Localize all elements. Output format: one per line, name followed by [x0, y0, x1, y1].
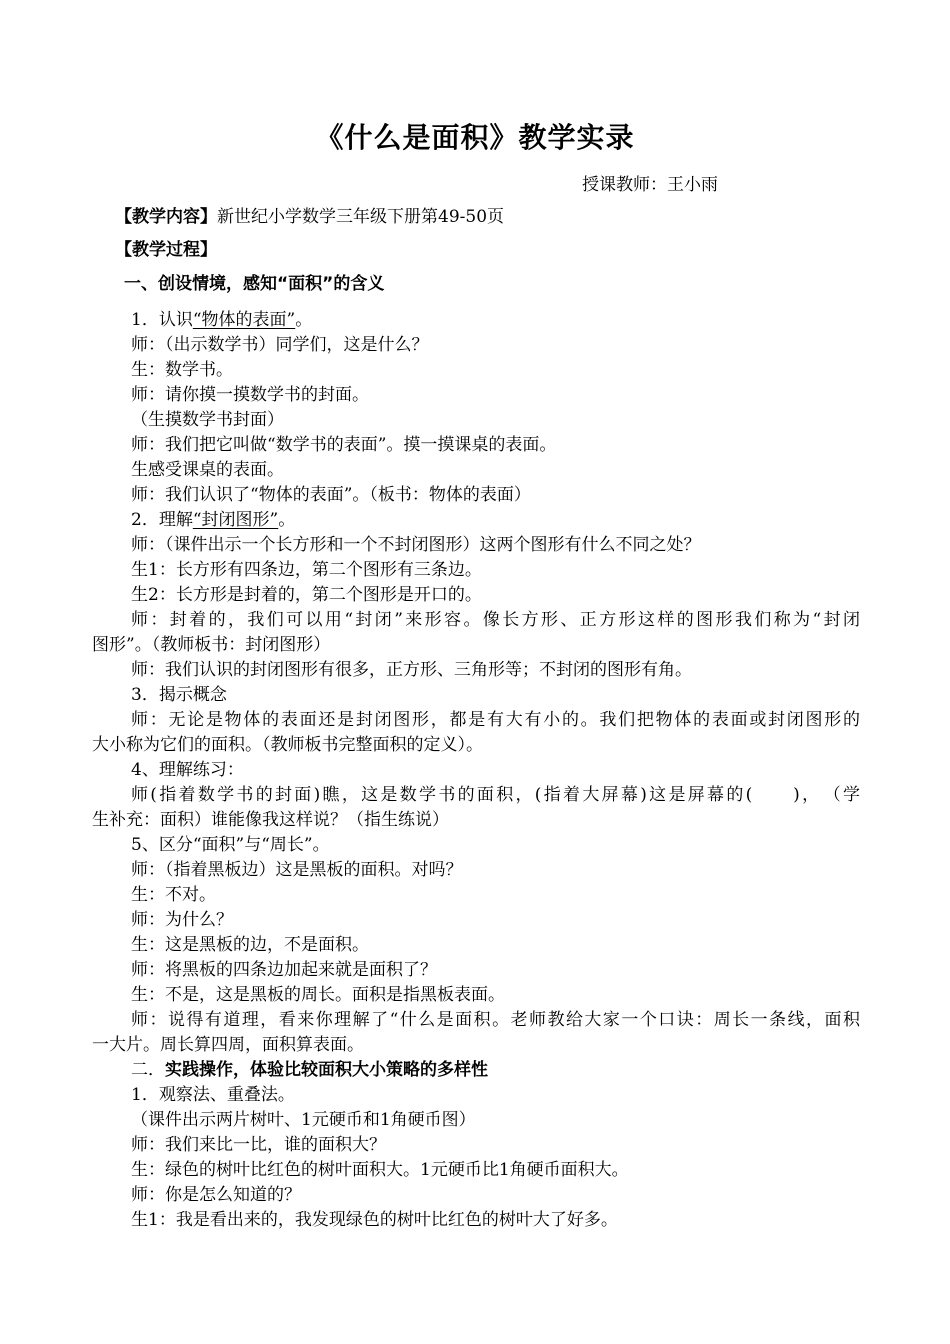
dialogue-line: 师：（出示数学书）同学们，这是什么？: [131, 335, 429, 355]
section-2-number: 二．: [131, 1060, 165, 1080]
s1-item-2-number: 2．理解: [131, 510, 193, 530]
dialogue-line: 生1：我是看出来的，我发现绿色的树叶比红色的树叶大了好多。: [131, 1210, 618, 1230]
dialogue-line: 生2：长方形是封着的，第二个图形是开口的。: [131, 585, 482, 605]
dialogue-line: 生感受课桌的表面。: [131, 460, 284, 480]
dialogue-line: 生：数学书。: [131, 360, 233, 380]
dialogue-line: 师：（课件出示一个长方形和一个不封闭图形）这两个图形有什么不同之处？: [131, 535, 701, 555]
dialogue-line: 师：我们来比一比，谁的面积大？: [131, 1135, 386, 1155]
section-2-title: 实践操作，体验比较面积大小策略的多样性: [165, 1060, 488, 1080]
dialogue-line-continued: 一大片。周长算四周，面积算表面。: [92, 1035, 364, 1055]
s1-item-1-suffix: 。: [295, 310, 313, 330]
dialogue-line: 师：说得有道理，看来你理解了“什么是面积。老师教给大家一个口诀：周长一条线，面积: [131, 1010, 860, 1030]
dialogue-line: 师：我们认识了“物体的表面”。（板书：物体的表面）: [131, 485, 531, 505]
s1-item-2-term: “封闭图形”: [192, 510, 279, 530]
dialogue-line: 师：将黑板的四条边加起来就是面积了？: [131, 960, 437, 980]
dialogue-line-continued: 大小称为它们的面积。（教师板书完整面积的定义）。: [92, 735, 483, 755]
dialogue-line: 师(指着数学书的封面)瞧，这是数学书的面积，(指着大屏幕)这是屏幕的( )， （学: [131, 785, 860, 805]
s1-item-2: [131, 508, 295, 532]
stage-direction: （生摸数学书封面）: [131, 410, 284, 430]
dialogue-line: 生：这是黑板的边，不是面积。: [131, 935, 369, 955]
dialogue-line: 师：我们把它叫做“数学书的表面”。摸一摸课桌的表面。: [131, 435, 557, 455]
s1-item-4: 4、理解练习：: [131, 760, 244, 780]
s1-item-1-number: 1．认识: [131, 310, 193, 330]
s1-item-2-suffix: 。: [278, 510, 296, 530]
author-line: 授课教师：王小雨: [582, 175, 718, 195]
dialogue-line: 师：（指着黑板边）这是黑板的面积。对吗？: [131, 860, 463, 880]
dialogue-line: 生：不对。: [131, 885, 216, 905]
dialogue-line: 生：不是，这是黑板的周长。面积是指黑板表面。: [131, 985, 505, 1005]
dialogue-line: 师：你是怎么知道的？: [131, 1185, 301, 1205]
dialogue-line: 生1：长方形有四条边，第二个图形有三条边。: [131, 560, 482, 580]
dialogue-line: 师：为什么？: [131, 910, 233, 930]
s1-item-1: [131, 308, 312, 332]
document-title: 《什么是面积》教学实录: [315, 121, 635, 154]
dialogue-line-continued: 图形”。（教师板书：封闭图形）: [92, 635, 331, 655]
dialogue-line: 师：无论是物体的表面还是封闭图形，都是有大有小的。我们把物体的表面或封闭图形的: [131, 710, 860, 730]
s1-item-3: 3．揭示概念: [131, 685, 227, 705]
teaching-process-label: 【教学过程】: [115, 240, 217, 260]
dialogue-line: 师：我们认识的封闭图形有很多，正方形、三角形等；不封闭的图形有角。: [131, 660, 692, 680]
s1-item-1-term: “物体的表面”: [192, 310, 296, 330]
s2-item-1: 1．观察法、重叠法。: [131, 1085, 295, 1105]
teaching-content-label: 【教学内容】: [115, 207, 217, 227]
section-2-heading: [131, 1058, 488, 1082]
dialogue-line: 师：封着的，我们可以用“封闭”来形容。像长方形、正方形这样的图形我们称为“封闭: [131, 610, 860, 630]
dialogue-line-continued: 生补充：面积）谁能像我这样说？（指生练说）: [92, 810, 449, 830]
teaching-content-text: 新世纪小学数学三年级下册第49-50页: [217, 207, 505, 227]
stage-direction: （课件出示两片树叶、1元硬币和1角硬币图）: [131, 1110, 476, 1130]
s1-item-5: 5、区分“面积”与“周长”。: [131, 835, 330, 855]
section-1-heading: 一、创设情境，感知“面积”的含义: [124, 274, 385, 294]
dialogue-line: 生：绿色的树叶比红色的树叶面积大。1元硬币比1角硬币面积大。: [131, 1160, 629, 1180]
dialogue-line: 师：请你摸一摸数学书的封面。: [131, 385, 369, 405]
teaching-content-line: [115, 205, 504, 229]
